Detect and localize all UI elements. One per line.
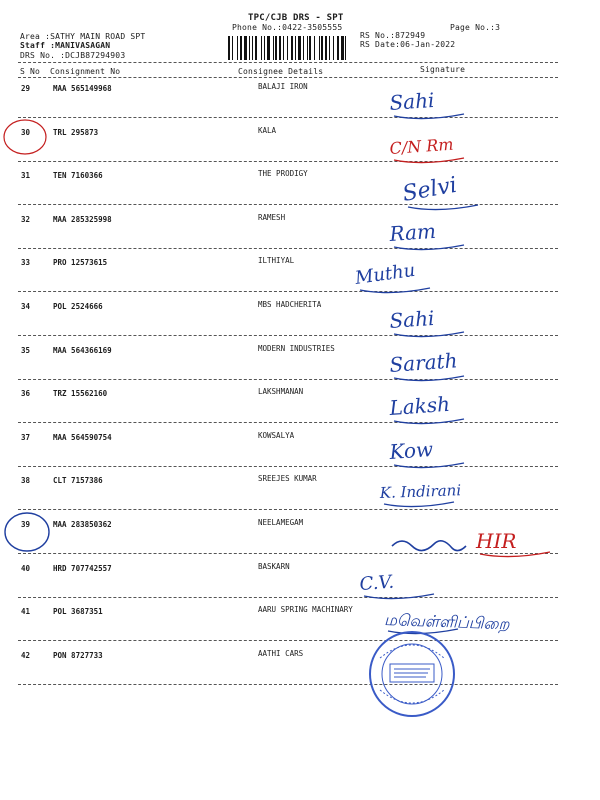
row-sno: 29 xyxy=(21,84,31,93)
row-sno: 41 xyxy=(21,607,31,617)
rs-date: RS Date:06-Jan-2022 xyxy=(360,40,456,49)
row-sno: 32 xyxy=(21,214,31,224)
row-sno: 35 xyxy=(21,345,31,355)
rs-number: RS No.:872949 xyxy=(360,31,426,40)
row-consignee: BASKARN xyxy=(258,561,290,571)
page-number: Page No.:3 xyxy=(450,23,501,32)
phone-number: Phone No.:0422-3505555 xyxy=(232,23,343,32)
row-consignment-no: MAA 283850362 xyxy=(53,520,112,529)
row-consignee: KOWSALYA xyxy=(258,430,295,440)
row-sno: 38 xyxy=(21,476,31,486)
signature-text: Selvi xyxy=(400,172,459,208)
row-sno: 30 xyxy=(21,127,31,137)
area-label: Area :SATHY MAIN ROAD SPT xyxy=(20,32,146,41)
row-consignee: ILTHIYAL xyxy=(258,256,295,266)
drs-number: DRS No. :DCJB87294903 xyxy=(20,51,126,60)
row-consignment-no: MAA 565149968 xyxy=(53,84,112,93)
signature-text: HIR xyxy=(476,529,517,553)
row-consignee: SREEJES KUMAR xyxy=(258,474,317,484)
signature-text: Muthu xyxy=(353,260,417,290)
signature-text: Kow xyxy=(388,436,434,464)
row-consignment-no: POL 2524666 xyxy=(53,302,103,311)
row-sno: 34 xyxy=(21,302,31,311)
row-consignment-no: POL 3687351 xyxy=(53,607,103,617)
red-circle-30 xyxy=(4,120,46,154)
signature-text: Sarath xyxy=(388,347,459,377)
row-consignment-no: PRO 12573615 xyxy=(53,258,108,268)
blue-circle-39 xyxy=(5,513,49,551)
row-consignee: AATHI CARS xyxy=(258,648,304,658)
row-sno: 31 xyxy=(21,171,31,181)
row-sno: 42 xyxy=(21,650,31,660)
signature-text: Sahi xyxy=(388,305,436,333)
col-consignee: Consignee Details xyxy=(238,67,324,76)
col-consignment: Consignment No xyxy=(50,67,121,76)
signature-text: K. Indirani xyxy=(379,481,462,503)
row-consignment-no: MAA 564590754 xyxy=(53,432,112,442)
row-consignment-no: PON 8727733 xyxy=(53,650,103,660)
row-consignee: MBS HADCHERITA xyxy=(258,300,322,309)
row-consignment-no: HRD 707742557 xyxy=(53,563,112,573)
row-sno: 37 xyxy=(21,432,31,442)
row-consignee: AARU SPRING MACHINARY xyxy=(258,605,353,615)
row-sno: 36 xyxy=(21,389,31,399)
row-consignee: RAMESH xyxy=(258,212,286,222)
row-consignee: THE PRODIGY xyxy=(258,169,308,179)
signature-text: மவெள்ளிப்பிறை xyxy=(383,610,510,634)
signature-text: C/N Rm xyxy=(388,134,455,158)
signature-text: Ram xyxy=(388,218,437,246)
row-consignment-no: CLT 7157386 xyxy=(53,476,103,486)
col-signature: Signature xyxy=(420,65,466,74)
row-consignee: BALAJI IRON xyxy=(258,82,308,91)
row-sno: 40 xyxy=(21,563,31,573)
sheet-title: TPC/CJB DRS - SPT xyxy=(248,13,344,23)
signature-text: Laksh xyxy=(388,392,451,421)
staff-label: Staff :MANIVASAGAN xyxy=(20,41,111,50)
row-consignment-no: MAA 285325998 xyxy=(53,214,112,224)
row-consignee: LAKSHMANAN xyxy=(258,387,304,397)
signature-text: C.V. xyxy=(358,571,395,595)
signature-text: Sahi xyxy=(388,87,436,115)
row-consignee: NEELAMEGAM xyxy=(258,518,304,527)
row-consignment-no: MAA 564366169 xyxy=(53,345,112,355)
company-stamp xyxy=(366,628,458,720)
row-consignment-no: TEN 7160366 xyxy=(53,171,103,181)
row-consignment-no: TRL 295873 xyxy=(53,127,99,137)
row-sno: 33 xyxy=(21,258,31,268)
row-consignee: KALA xyxy=(258,125,277,135)
row-consignee: MODERN INDUSTRIES xyxy=(258,343,335,353)
row-sno: 39 xyxy=(21,520,31,529)
row-consignment-no: TRZ 15562160 xyxy=(53,389,108,399)
col-sno: S No xyxy=(20,67,41,76)
